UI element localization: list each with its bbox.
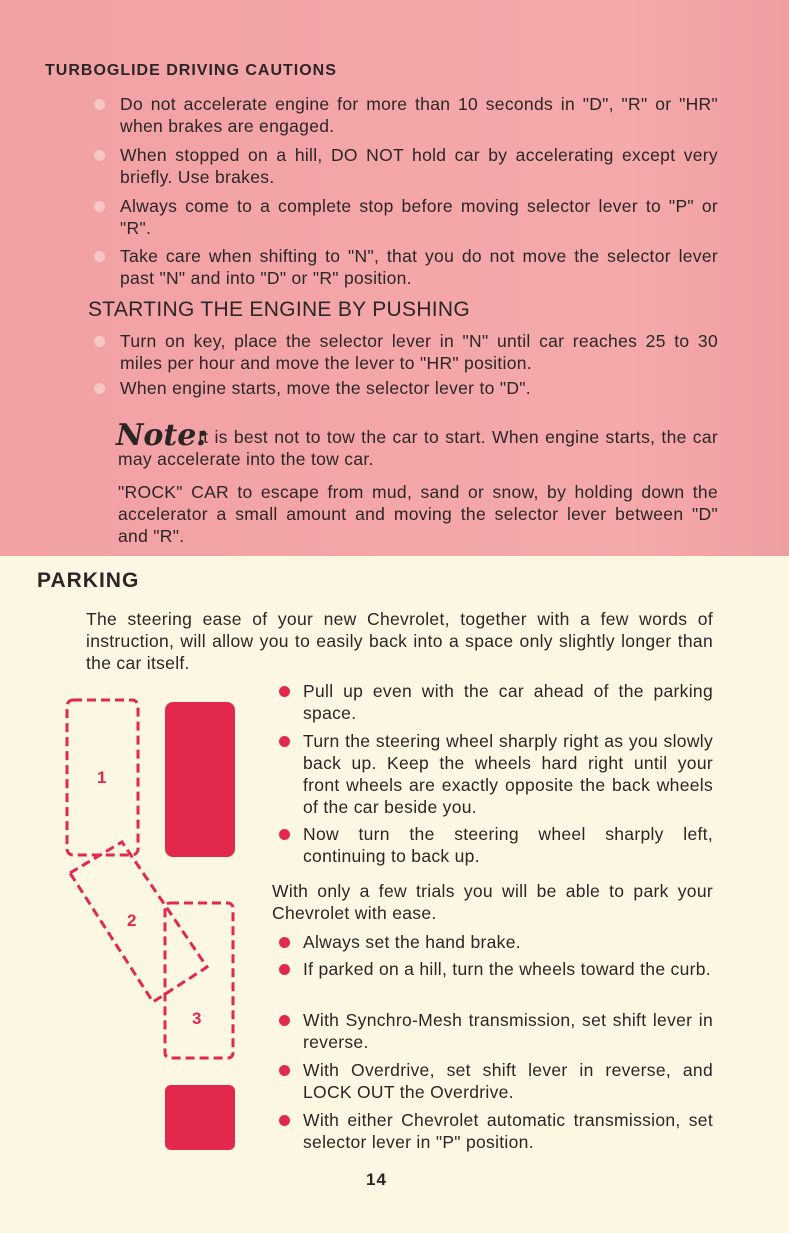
parking-step: Now turn the steering wheel sharply left, continuing to back up. [303,824,713,866]
bullet-icon [279,1065,290,1076]
page-number: 14 [366,1170,387,1189]
parked-car-rear [165,1085,235,1150]
rock-car-text: "ROCK" CAR to escape from mud, sand or snow, by holding down the accelerator a small amount and moving the selector lever between "D" and "R". [118,482,718,546]
caution-item: Take care when shifting to "N", that you do not move the selector lever past "N" and into "D" or "R" position. [120,246,718,288]
cautions-title: TURBOGLIDE DRIVING CAUTIONS [45,62,337,79]
caution-item: Always come to a complete stop before moving selector lever to "P" or "R". [120,196,718,238]
parking-tip: With Synchro-Mesh transmission, set shift lever in reverse. [303,1010,713,1052]
caution-item: When stopped on a hill, DO NOT hold car by accelerating except very briefly. Use brakes. [120,145,718,187]
bullet-icon [279,1115,290,1126]
caution-item: Do not accelerate engine for more than 10 seconds in "D", "R" or "HR" when brakes are engaged. [120,94,718,136]
note-text: It is best not to tow the car to start. When engine starts, the car may accelerate into the tow car. [118,427,718,469]
diagram-label-3: 3 [192,1009,202,1028]
parking-step: Turn the steering wheel sharply right as you slowly back up. Keep the wheels hard right until your front wheels are exactly opposite the back wheels of the car beside you. [303,731,713,817]
bullet-icon [279,686,290,697]
pushing-item: Turn on key, place the selector lever in "N" until car reaches 25 to 30 miles per hour and move the lever to "HR" position. [120,331,718,373]
bullet-icon [279,964,290,975]
parked-car-front [165,702,235,857]
note-label: Note: [116,418,208,453]
diagram-label-1: 1 [97,768,107,787]
parking-tip: With either Chevrolet automatic transmission, set selector lever in "P" position. [303,1110,713,1152]
car-2-outline [70,842,207,1002]
parking-tip: Always set the hand brake. [303,932,521,952]
bullet-icon [279,1015,290,1026]
parking-step: Pull up even with the car ahead of the parking space. [303,681,713,723]
car-3-outline [165,903,233,1058]
parking-tip: If parked on a hill, turn the wheels toward the curb. [303,959,711,979]
pushing-title: STARTING THE ENGINE BY PUSHING [88,298,471,321]
bullet-icon [279,829,290,840]
parking-middle: With only a few trials you will be able to park your Chevrolet with ease. [272,881,713,923]
parking-tip: With Overdrive, set shift lever in reverse, and LOCK OUT the Overdrive. [303,1060,713,1102]
parking-title: PARKING [37,569,140,592]
bullet-icon [279,736,290,747]
diagram-label-2: 2 [127,911,137,930]
parking-intro: The steering ease of your new Chevrolet, together with a few words of instruction, will allow you to easily back into a space only slightly longer than the car itself. [86,609,713,673]
pushing-item: When engine starts, move the selector lever to "D". [120,378,531,398]
bullet-icon [279,937,290,948]
